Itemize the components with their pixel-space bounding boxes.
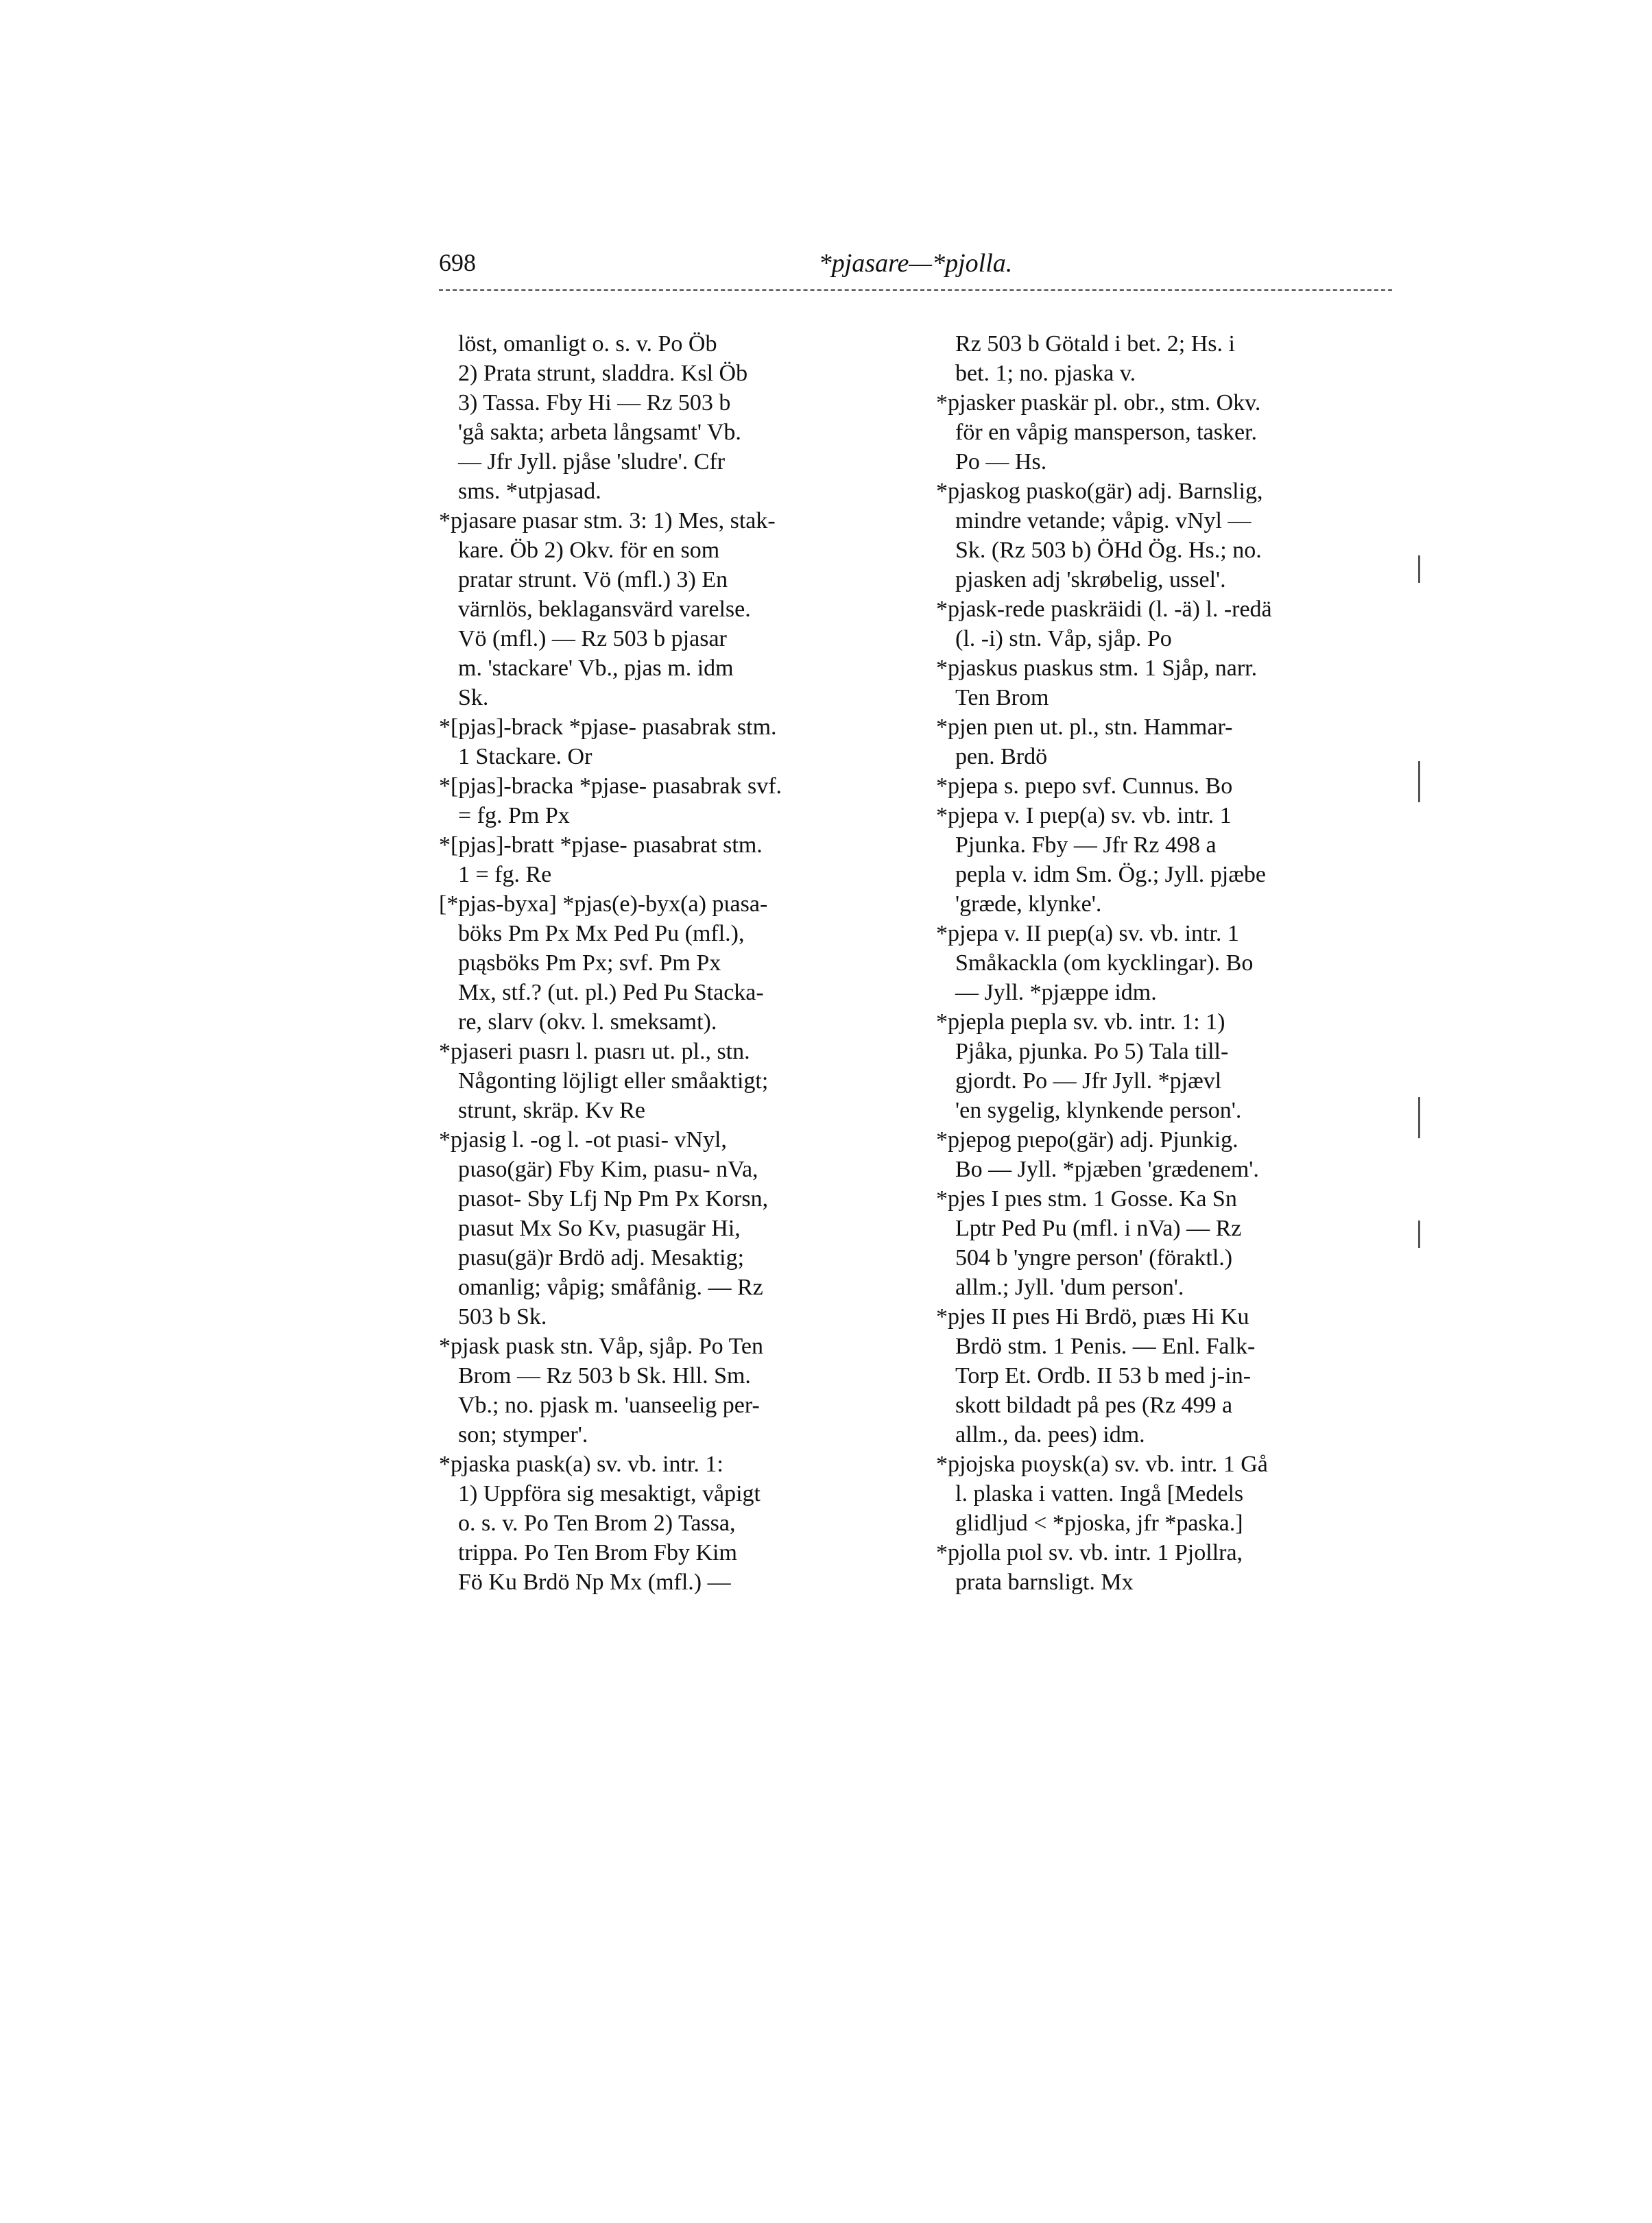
margin-mark xyxy=(1418,1097,1420,1138)
entry-line: 'en sygelig, klynkende person'. xyxy=(955,1098,1242,1123)
entry-line: 503 b Sk. xyxy=(458,1304,547,1330)
entry-headword-line: *pjepla pɩepla sv. vb. intr. 1: 1) xyxy=(936,1009,1225,1035)
entry-line: Po — Hs. xyxy=(955,449,1047,474)
entry-headword-line: *pjaskus pɩaskus stm. 1 Sjåp, narr. xyxy=(936,656,1258,681)
entry-headword-line: *pjojska pɩoysk(a) sv. vb. intr. 1 Gå xyxy=(936,1452,1268,1477)
entry-line: glidljud < *pjoska, jfr *paska.] xyxy=(955,1511,1243,1536)
entry-headword-line: *pjasig l. -og l. -ot pɩasi- vNyl, xyxy=(439,1127,727,1153)
entry-line: Vö (mfl.) — Rz 503 b pjasar xyxy=(458,626,727,651)
entry-line: 1) Uppföra sig mesaktigt, våpigt xyxy=(458,1481,761,1506)
entry-line: 2) Prata strunt, sladdra. Ksl Öb xyxy=(458,361,748,386)
entry-line: pjasken adj 'skrøbelig, ussel'. xyxy=(955,567,1226,592)
entry-line: skott bildadt på pes (Rz 499 a xyxy=(955,1393,1233,1418)
entry-headword-line: *pjaskog pɩasko(gär) adj. Barnslig, xyxy=(936,479,1263,504)
entry-line: m. 'stackare' Vb., pjas m. idm xyxy=(458,656,734,681)
entry-line: 'gå sakta; arbeta långsamt' Vb. xyxy=(458,420,741,445)
entry-line: Pjunka. Fby — Jfr Rz 498 a xyxy=(955,832,1217,858)
entry-line: pepla v. idm Sm. Ög.; Jyll. pjæbe xyxy=(955,862,1267,887)
entry-line: Pjåka, pjunka. Po 5) Tala till- xyxy=(955,1039,1229,1064)
left-column xyxy=(439,329,885,1597)
entry-line: pɩasot- Sby Lfj Np Pm Px Korsn, xyxy=(458,1186,769,1212)
entry-line: pen. Brdö xyxy=(955,744,1048,769)
entry-line: son; stymper'. xyxy=(458,1422,588,1447)
entry-line: — Jyll. *pjæppe idm. xyxy=(955,980,1157,1005)
entry-headword-line: *pjen pɩen ut. pl., stn. Hammar- xyxy=(936,714,1233,740)
entry-line: böks Pm Px Mx Ped Pu (mfl.), xyxy=(458,921,745,946)
page-number: 698 xyxy=(439,249,476,276)
running-title: *pjasare—*pjolla. xyxy=(818,249,1013,278)
entry-line: bet. 1; no. pjaska v. xyxy=(955,361,1136,386)
entry-line: Brdö stm. 1 Penis. — Enl. Falk- xyxy=(955,1334,1256,1359)
right-column xyxy=(936,329,1402,1597)
entry-line: strunt, skräp. Kv Re xyxy=(458,1098,645,1123)
entry-headword-line: *pjolla pɩol sv. vb. intr. 1 Pjollra, xyxy=(936,1540,1243,1565)
entry-headword-line: *[pjas]-bracka *pjase- pɩasabrak svf. xyxy=(439,773,782,799)
entry-line: trippa. Po Ten Brom Fby Kim xyxy=(458,1540,737,1565)
entry-line: Ten Brom xyxy=(955,685,1049,710)
entry-line: 3) Tassa. Fby Hi — Rz 503 b xyxy=(458,390,731,416)
entry-headword-line: *pjaseri pɩasrı l. pɩasrı ut. pl., stn. xyxy=(439,1039,750,1064)
entry-line: omanlig; våpig; småfånig. — Rz xyxy=(458,1275,763,1300)
entry-line: Småkackla (om kycklingar). Bo xyxy=(955,950,1254,976)
entry-line: pɩaso(gär) Fby Kim, pɩasu- nVa, xyxy=(458,1157,758,1182)
entry-line: prata barnsligt. Mx xyxy=(955,1570,1134,1595)
entry-line: sms. *utpjasad. xyxy=(458,479,601,504)
entry-headword-line: *pjes I pɩes stm. 1 Gosse. Ka Sn xyxy=(936,1186,1237,1212)
margin-mark xyxy=(1418,761,1420,802)
entry-line: Rz 503 b Götald i bet. 2; Hs. i xyxy=(955,331,1235,357)
entry-line: allm., da. pees) idm. xyxy=(955,1422,1145,1447)
entry-headword-line: *pjask pɩask stn. Våp, sjåp. Po Ten xyxy=(439,1334,763,1359)
entry-line: Brom — Rz 503 b Sk. Hll. Sm. xyxy=(458,1363,751,1389)
entry-headword-line: *pjepa s. pɩepo svf. Cunnus. Bo xyxy=(936,773,1233,799)
entry-headword-line: *[pjas]-brack *pjase- pɩasabrak stm. xyxy=(439,714,777,740)
entry-line: pɩasut Mx So Kv, pɩasugär Hi, xyxy=(458,1216,741,1241)
entry-line: l. plaska i vatten. Ingå [Medels xyxy=(955,1481,1244,1506)
margin-mark xyxy=(1418,555,1420,583)
entry-headword-line: *pjepog pɩepo(gär) adj. Pjunkig. xyxy=(936,1127,1238,1153)
entry-line: o. s. v. Po Ten Brom 2) Tassa, xyxy=(458,1511,736,1536)
entry-line: allm.; Jyll. 'dum person'. xyxy=(955,1275,1184,1300)
entry-line: 504 b 'yngre person' (föraktl.) xyxy=(955,1245,1233,1271)
entry-line: re, slarv (okv. l. smeksamt). xyxy=(458,1009,717,1035)
entry-line: gjordt. Po — Jfr Jyll. *pjævl xyxy=(955,1068,1222,1094)
entry-headword-line: *pjasker pɩaskär pl. obr., stm. Okv. xyxy=(936,390,1261,416)
entry-line: 1 = fg. Re xyxy=(458,862,552,887)
margin-mark xyxy=(1418,1221,1420,1248)
entry-line: löst, omanligt o. s. v. Po Öb xyxy=(458,331,717,357)
entry-line: Vb.; no. pjask m. 'uanseelig per- xyxy=(458,1393,760,1418)
entry-line: Fö Ku Brdö Np Mx (mfl.) — xyxy=(458,1570,731,1595)
entry-line: Torp Et. Ordb. II 53 b med j-in- xyxy=(955,1363,1252,1389)
entry-line: mindre vetande; våpig. vNyl — xyxy=(955,508,1252,533)
entry-line: Någonting löjligt eller småaktigt; xyxy=(458,1068,769,1094)
entry-line: Sk. xyxy=(458,685,489,710)
entry-line: = fg. Pm Px xyxy=(458,803,570,828)
entry-line: pɩasu(gä)r Brdö adj. Mesaktig; xyxy=(458,1245,745,1271)
entry-line: (l. -i) stn. Våp, sjåp. Po xyxy=(955,626,1172,651)
entry-line: 1 Stackare. Or xyxy=(458,744,592,769)
entry-line: kare. Öb 2) Okv. för en som xyxy=(458,538,720,563)
entry-line: värnlös, beklagansvärd varelse. xyxy=(458,597,751,622)
entry-line: Bo — Jyll. *pjæben 'grædenem'. xyxy=(955,1157,1259,1182)
entry-headword-line: *pjes II pɩes Hi Brdö, pɩæs Hi Ku xyxy=(936,1304,1249,1330)
entry-headword-line: [*pjas-byxa] *pjas(e)-byx(a) pɩasa- xyxy=(439,891,768,917)
entry-line: för en våpig mansperson, tasker. xyxy=(955,420,1257,445)
entry-line: 'græde, klynke'. xyxy=(955,891,1102,917)
entry-headword-line: *pjask-rede pɩaskräidi (l. -ä) l. -redä xyxy=(936,597,1272,622)
entry-line: Mx, stf.? (ut. pl.) Ped Pu Stacka- xyxy=(458,980,764,1005)
entry-line: — Jfr Jyll. pjåse 'sludre'. Cfr xyxy=(458,449,726,474)
entry-line: pɩąsböks Pm Px; svf. Pm Px xyxy=(458,950,721,976)
entry-headword-line: *pjepa v. II pɩep(a) sv. vb. intr. 1 xyxy=(936,921,1239,946)
entry-line: Lptr Ped Pu (mfl. i nVa) — Rz xyxy=(955,1216,1242,1241)
entry-headword-line: *pjasare pɩasar stm. 3: 1) Mes, stak- xyxy=(439,508,776,533)
running-head xyxy=(439,248,1392,291)
entry-headword-line: *pjepa v. I pɩep(a) sv. vb. intr. 1 xyxy=(936,803,1232,828)
entry-headword-line: *[pjas]-bratt *pjase- pɩasabrat stm. xyxy=(439,832,763,858)
entry-headword-line: *pjaska pɩask(a) sv. vb. intr. 1: xyxy=(439,1452,723,1477)
entry-line: Sk. (Rz 503 b) ÖHd Ög. Hs.; no. xyxy=(955,538,1262,563)
entry-line: pratar strunt. Vö (mfl.) 3) En xyxy=(458,567,728,592)
